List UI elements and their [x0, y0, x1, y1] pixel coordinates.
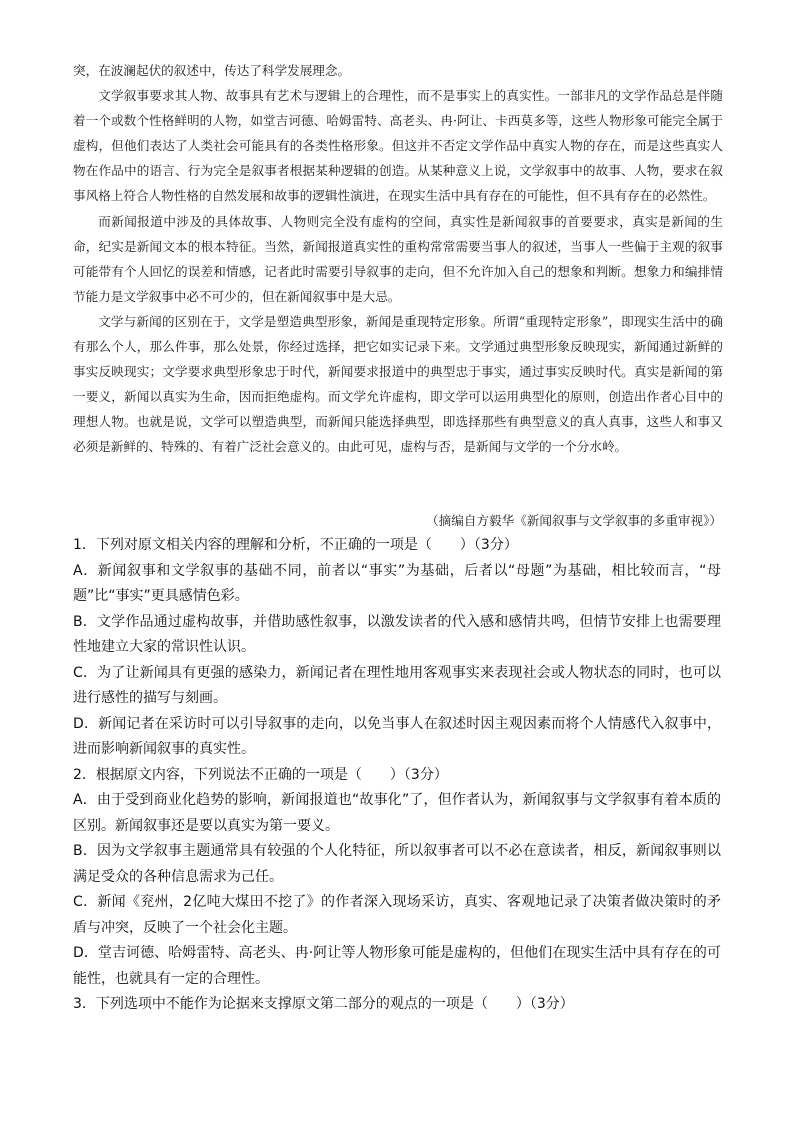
passage-paragraph: 文学叙事要求其人物、故事具有艺术与逻辑上的合理性，而不是事实上的真实性。一部非凡的文学作品总是伴随着一个或数个性格鲜明的人物，如堂吉诃德、哈姆雷特、高老头、冉·阿让、卡西莫多等，这些人物形象可能完全属于虚构，但他们表达了人类社会可能具有的各类性格形象。但这并不否定文学作品中真实人物的存在，而是这些真实人物在作品中的语言、行为完全是叙事者根据某种逻辑的创造。从某种意义上说，文学叙事中的故事、人物，要求在叙事风格上符合人物性格的自然发展和故事的逻辑性演进，在现实生活中具有存在的可能性，但不具有存在的必然性。	[73, 88, 723, 204]
question-2	[73, 763, 721, 993]
option-b: B．因为文学叙事主题通常具有较强的个人化特征，所以叙事者可以不必在意读者，相反，新闻叙事则以满足受众的各种信息需求为己任。	[73, 843, 721, 885]
reading-passage	[73, 58, 723, 460]
question-stem: 3．下列选项中不能作为论据来支撑原文第二部分的观点的一项是（ ）（3分）	[73, 996, 574, 1012]
question-stem: 2．根据原文内容，下列说法不正确的一项是（ ）（3分）	[73, 766, 448, 783]
option-a: A．新闻叙事和文学叙事的基础不同，前者以“事实”为基础，后者以“母题”为基础，相比较而言，“母题”比“事实”更具感情色彩。	[73, 562, 721, 604]
question-stem: 1．下列对原文相关内容的理解和分析，不正确的一项是（ ）（3分）	[73, 537, 518, 553]
question-list	[73, 533, 721, 1018]
question-1	[73, 533, 721, 763]
passage-source: （摘编自方毅华《新闻叙事与文学叙事的多重审视》）	[426, 513, 722, 528]
option-d: D．堂吉诃德、哈姆雷特、高老头、冉·阿让等人物形象可能是虚构的，但他们在现实生活中具有存在的可能性，也就具有一定的合理性。	[73, 945, 721, 987]
passage-paragraph: 而新闻报道中涉及的具体故事、人物则完全没有虚构的空间，真实性是新闻叙事的首要要求，真实是新闻的生命，纪实是新闻文本的根本特征。当然，新闻报道真实性的重构常常需要当事人的叙述，当事人一些偏于主观的叙事可能带有个人回忆的误差和情感，记者此时需要引导叙事的走向，但不允许加入自己的想象和判断。想象力和编排情节能力是文学叙事中必不可少的，但在新闻叙事中是大忌。	[73, 213, 723, 304]
option-b: B．文学作品通过虚构故事，并借助感性叙事，以激发读者的代入感和感情共鸣，但情节安排上也需要理性地建立大家的常识性认识。	[73, 613, 721, 655]
passage-paragraph-continued: 突，在波澜起伏的叙述中，传达了科学发展理念。	[73, 63, 351, 78]
option-a: A．由于受到商业化趋势的影响，新闻报道也“故事化”了，但作者认为，新闻叙事与文学叙事有着本质的区别。新闻叙事还是要以真实为第一要义。	[73, 792, 721, 834]
option-c: C．为了让新闻具有更强的感染力，新闻记者在理性地用客观事实来表现社会或人物状态的同时，也可以进行感性的描写与刻画。	[73, 664, 721, 706]
question-3	[73, 992, 721, 1018]
passage-paragraph: 文学与新闻的区别在于，文学是塑造典型形象，新闻是重现特定形象。所谓“重现特定形象”，即现实生活中的确有那么个人，那么件事，那么处景，你经过选择，把它如实记录下来。文学通过典型形象反映现实，新闻通过新鲜的事实反映现实；文学要求典型形象忠于时代，新闻要求报道中的典型忠于事实，通过事实反映时代。真实是新闻的第一要义，新闻以真实为生命，因而拒绝虚构。而文学允许虚构，即文学可以运用典型化的原则，创造出作者心目中的理想人物。也就是说，文学可以塑造典型，而新闻只能选择典型，即选择那些有典型意义的真人真事，这些人和事又必须是新鲜的、特殊的、有着广泛社会意义的。由此可见，虚构与否，是新闻与文学的一个分水岭。	[73, 313, 723, 455]
option-d: D．新闻记者在采访时可以引导叙事的走向，以免当事人在叙述时因主观因素而将个人情感代入叙事中，进而影响新闻叙事的真实性。	[73, 715, 721, 757]
option-c: C．新闻《兖州，2亿吨大煤田不挖了》的作者深入现场采访，真实、客观地记录了决策者做决策时的矛盾与冲突，反映了一个社会化主题。	[73, 894, 721, 936]
